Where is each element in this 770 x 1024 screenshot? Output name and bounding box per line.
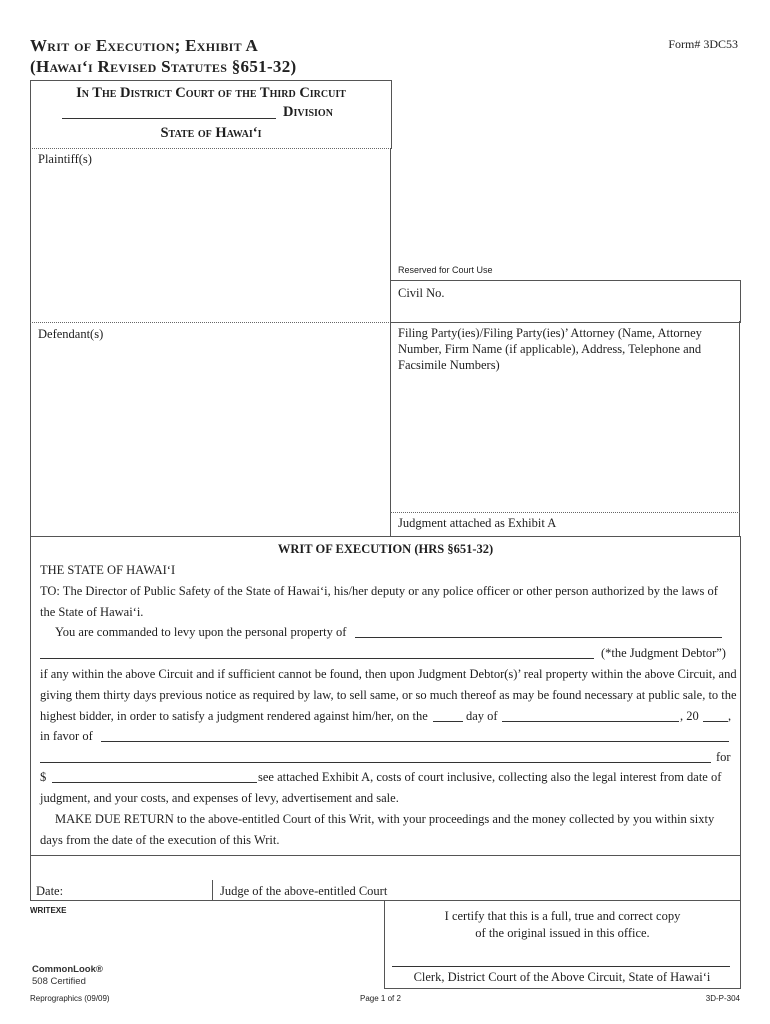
in-favor-blank[interactable] — [101, 741, 729, 742]
form-code: 3D-P-304 — [705, 994, 740, 1003]
parties-divider — [30, 322, 391, 323]
court-name: In The District Court of the Third Circuit — [76, 85, 346, 101]
middle-border — [390, 148, 391, 536]
judge-label: Judge of the above-entitled Court — [220, 884, 388, 898]
civil-no-label: Civil No. — [398, 286, 445, 300]
return-line1: MAKE DUE RETURN to the above-entitled Court of this Writ, with your proceedings and the money collected by you within sixty — [55, 812, 715, 826]
court-box-divider — [30, 148, 391, 149]
judgment-debtor-label: (*the Judgment Debtor”) — [601, 646, 726, 660]
reserved-court-use: Reserved for Court Use — [398, 265, 493, 275]
day-blank[interactable] — [433, 721, 463, 722]
writ-to-line2: the State of Hawai‘i. — [40, 605, 144, 619]
form-code-writexe: WRITEXE — [30, 906, 67, 915]
personal-property-blank[interactable] — [355, 637, 722, 638]
judgment-attached-label: Judgment attached as Exhibit A — [398, 516, 557, 530]
certify-text: I certify that this is a full, true and correct copy of the original issued in this office. — [444, 909, 681, 940]
filing-party-label: Filing Party(ies)/Filing Party(ies)’ Attorney (Name, Attorney Number, Firm Name (if applicable), Address, Telephone and Facsimile Numbers) — [398, 326, 702, 372]
defendant-label: Defendant(s) — [38, 327, 104, 341]
writ-state: THE STATE OF HAWAI‘I — [40, 563, 176, 577]
left-border — [30, 148, 31, 536]
judgment-debtor-blank[interactable] — [40, 658, 594, 659]
writ-line4: giving them thirty days previous notice as required by law, to sell same, or so much thereof as may be found necessary at public sale, to the — [40, 688, 737, 702]
writ-year-prefix: , 20 — [680, 709, 699, 723]
date-label: Date: — [36, 884, 64, 898]
clerk-label: Clerk, District Court of the Above Circuit, State of Hawai‘i — [413, 970, 711, 984]
reprographics: Reprographics (09/09) — [30, 994, 110, 1003]
month-blank[interactable] — [502, 721, 679, 722]
writ-to-line1: TO: The Director of Public Safety of the State of Hawai‘i, his/her deputy or any police officer or other person authorized by the laws of — [40, 584, 718, 598]
writ-heading: WRIT OF EXECUTION (HRS §651-32) — [277, 542, 494, 556]
commonlook-logo: CommonLook® — [32, 964, 103, 975]
page-number: Page 1 of 2 — [360, 994, 401, 1003]
signature-divider — [212, 880, 213, 900]
division-label: Division — [283, 104, 333, 120]
return-line2: days from the date of the execution of this Writ. — [40, 833, 280, 847]
form-title-line1: Writ of Execution; Exhibit A — [30, 36, 259, 55]
form-title-line2: (Hawai‘i Revised Statutes §651-32) — [30, 57, 297, 76]
state-label: State of Hawai‘i — [160, 125, 262, 141]
form-number: Form# 3DC53 — [668, 37, 738, 51]
clerk-signature-line[interactable] — [392, 966, 730, 967]
writ-command: You are commanded to levy upon the personal property of — [55, 625, 347, 639]
in-favor-blank-2[interactable] — [40, 762, 711, 763]
for-label: for — [716, 750, 731, 764]
right-border — [739, 321, 740, 536]
judgment-divider — [390, 512, 740, 513]
year-blank[interactable] — [703, 721, 728, 722]
amount-blank[interactable] — [52, 782, 257, 783]
writ-line3: if any within the above Circuit and if sufficient cannot be found, then upon Judgment Debtor(s)’ real property within the above Circuit, and — [40, 667, 737, 681]
writ-line8: judgment, and your costs, and expenses of levy, advertisement and sale. — [40, 791, 399, 805]
in-favor-label: in favor of — [40, 729, 93, 743]
writ-day-of: day of — [466, 709, 498, 723]
division-blank-line — [62, 118, 276, 119]
writ-year-comma: , — [728, 709, 732, 723]
writ-line5-start: highest bidder, in order to satisfy a judgment rendered against him/her, on the — [40, 709, 428, 723]
exhibit-text: see attached Exhibit A, costs of court inclusive, collecting also the legal interest from date of — [258, 770, 722, 784]
commonlook-certified: 508 Certified — [32, 976, 86, 987]
dollar-sign: $ — [40, 770, 47, 784]
plaintiff-label: Plaintiff(s) — [38, 152, 92, 166]
